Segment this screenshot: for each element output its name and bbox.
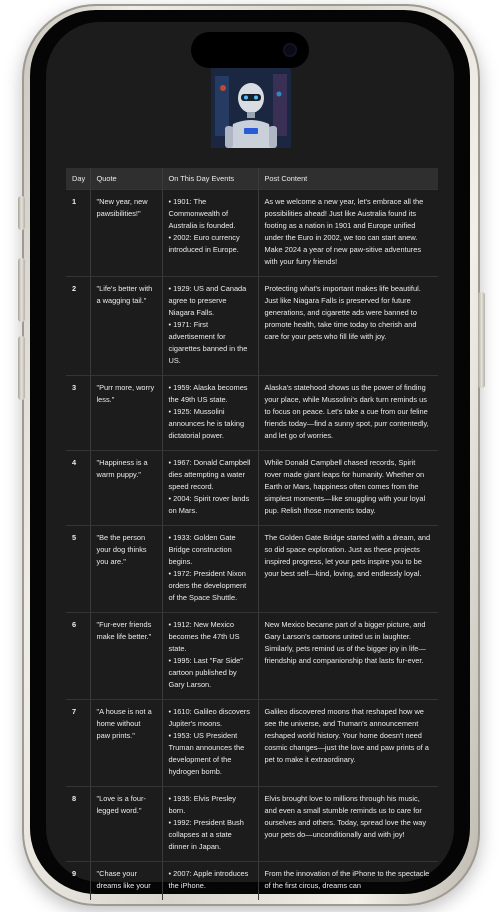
- cell-post: Elvis brought love to millions through his music, and even a small stumble reminds us to care for ourselves and others. Today, spread love the way your pets do—unconditionally and with joy!: [258, 787, 438, 862]
- volume-up-button: [18, 258, 25, 322]
- event-item: • 1967: Donald Campbell dies attempting a water speed record.: [168, 458, 251, 491]
- event-item: • 2002: Euro currency introduced in Europe.: [168, 233, 240, 254]
- header-post-content: Post Content: [258, 168, 438, 190]
- table-row: [66, 376, 438, 451]
- cell-quote: "Happiness is a warm puppy.": [90, 451, 162, 526]
- header-events: On This Day Events: [162, 168, 258, 190]
- cell-events: [162, 613, 258, 700]
- event-item: • 2007: Apple introduces the iPhone.: [168, 869, 249, 890]
- cell-events: [162, 526, 258, 613]
- event-item: • 1971: First advertisement for cigarettes banned in the US.: [168, 320, 248, 365]
- header-quote: Quote: [90, 168, 162, 190]
- event-item: • 1959: Alaska becomes the 49th US state.: [168, 383, 248, 404]
- event-item: • 1901: The Commonwealth of Australia is founded.: [168, 197, 236, 230]
- event-item: • 1935: Elvis Presley born.: [168, 794, 236, 815]
- cell-quote: "Fur-ever friends make life better.": [90, 613, 162, 700]
- volume-down-button: [18, 336, 25, 400]
- cell-post: New Mexico became part of a bigger picture, and Gary Larson's cartoons united us in laughter. Similarly, pets remind us of the bigger joy in life—friendship and companionship that lasts fur-ever.: [258, 613, 438, 700]
- cell-day: 1: [66, 190, 90, 277]
- cell-events: [162, 451, 258, 526]
- cell-quote: "Chase your dreams like your: [90, 862, 162, 901]
- event-item: • 1972: President Nixon orders the development of the Space Shuttle.: [168, 569, 247, 602]
- table-row: [66, 700, 438, 787]
- cell-day: 9: [66, 862, 90, 901]
- table-row: [66, 862, 438, 901]
- event-item: • 1953: US President Truman announces the development of the hydrogen bomb.: [168, 731, 245, 776]
- cell-events: [162, 862, 258, 901]
- content-calendar-table: [66, 168, 438, 900]
- event-item: • 2004: Spirit rover lands on Mars.: [168, 494, 250, 515]
- header-day: Day: [66, 168, 90, 190]
- table-row: [66, 277, 438, 376]
- cell-day: 4: [66, 451, 90, 526]
- cell-post: From the innovation of the iPhone to the spectacle of the first circus, dreams can: [258, 862, 438, 901]
- cell-quote: "A house is not a home without paw prints.": [90, 700, 162, 787]
- cell-quote: "Love is a four-legged word.": [90, 787, 162, 862]
- table-header-row: [66, 168, 438, 190]
- cell-day: 5: [66, 526, 90, 613]
- cell-day: 3: [66, 376, 90, 451]
- dynamic-island: [191, 32, 309, 68]
- front-camera-icon: [283, 43, 297, 57]
- cell-post: Galileo discovered moons that reshaped how we see the universe, and Truman's announcement reshaped world history. Your home doesn't need cosmic changes—just the love and paw prints of a pet to make it extraordinary.: [258, 700, 438, 787]
- event-item: • 1610: Galileo discovers Jupiter's moons.: [168, 707, 250, 728]
- cell-quote: "Be the person your dog thinks you are.": [90, 526, 162, 613]
- cell-events: [162, 277, 258, 376]
- table-row: [66, 190, 438, 277]
- table-row: [66, 613, 438, 700]
- cell-day: 2: [66, 277, 90, 376]
- cell-post: Protecting what's important makes life beautiful. Just like Niagara Falls is preserved for future generations, and cigarette ads were banned to promote health, take time today to cherish and care for your pets who fill life with joy.: [258, 277, 438, 376]
- table-row: [66, 526, 438, 613]
- cell-day: 7: [66, 700, 90, 787]
- cell-quote: "Purr more, worry less.": [90, 376, 162, 451]
- cell-events: [162, 700, 258, 787]
- event-item: • 1925: Mussolini announces he is taking dictatorial power.: [168, 407, 245, 440]
- cell-day: 6: [66, 613, 90, 700]
- cell-post: While Donald Campbell chased records, Spirit rover made giant leaps for humanity. Whether on Earth or Mars, happiness often comes from the simplest moments—like snuggling with your loyal pup. Relish those moments today.: [258, 451, 438, 526]
- cell-post: As we welcome a new year, let's embrace all the possibilities ahead! Just like Australia found its footing as a nation in 1901 and Europe unified under the Euro in 2002, we too can start anew. Make 2024 a year of new paw-sitive adventures with your furry friends!: [258, 190, 438, 277]
- event-item: • 1995: Last "Far Side" cartoon published by Gary Larson.: [168, 656, 243, 689]
- cell-quote: "Life's better with a wagging tail.": [90, 277, 162, 376]
- cell-events: [162, 787, 258, 862]
- event-item: • 1933: Golden Gate Bridge construction begins.: [168, 533, 236, 566]
- cell-post: Alaska's statehood shows us the power of finding your place, while Mussolini's dark turn reminds us to focus on peace. Let's take a cue from our feline friends today—find a sunny spot, purr contentedly, and let go of worries.: [258, 376, 438, 451]
- cell-day: 8: [66, 787, 90, 862]
- phone-screen: [46, 22, 454, 890]
- cell-events: [162, 376, 258, 451]
- action-button: [18, 196, 25, 230]
- content-table-container: [66, 168, 438, 900]
- cell-quote: "New year, new pawsibilities!": [90, 190, 162, 277]
- table-row: [66, 451, 438, 526]
- cell-post: The Golden Gate Bridge started with a dream, and so did space exploration. Just as these projects inspired progress, let your pets inspire you to be your best self—kind, loving, and endlessly loyal.: [258, 526, 438, 613]
- event-item: • 1929: US and Canada agree to preserve Niagara Falls.: [168, 284, 247, 317]
- event-item: • 1912: New Mexico becomes the 47th US state.: [168, 620, 240, 653]
- cell-events: [162, 190, 258, 277]
- table-row: [66, 787, 438, 862]
- power-button: [478, 292, 485, 388]
- robot-avatar-icon: [211, 68, 291, 148]
- avatar: [211, 68, 291, 148]
- event-item: • 1992: President Bush collapses at a state dinner in Japan.: [168, 818, 244, 851]
